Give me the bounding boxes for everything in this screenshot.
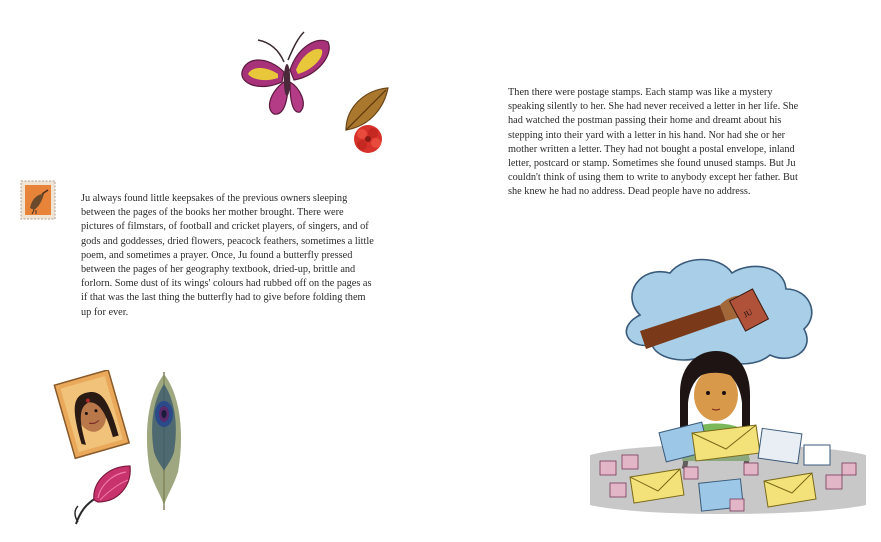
red-flower-icon xyxy=(350,122,386,156)
right-page-paragraph: Then there were postage stamps. Each stamp was like a mystery speaking silently to her. She had never received a letter in her life. She had watched the postman passing their home and dreamt about his stepping into their yard with a letter in his hand. Nor had she or her mother written a letter. They had not bought a postal envelope, inland letter, postcard or stamp. Sometimes she found unused stamps. But Ju couldn't think of using them to write to anybody except her father. But she knew he had no address. Dead people have no address. xyxy=(508,87,799,198)
right-page xyxy=(440,0,881,542)
girl-with-letters-illustration xyxy=(580,255,870,525)
butterfly-icon xyxy=(238,28,334,118)
filmstar-picture-icon xyxy=(52,370,132,460)
pink-flower-icon xyxy=(68,460,138,530)
envelope-text: JU xyxy=(741,307,754,320)
left-page xyxy=(0,0,440,542)
peacock-feather-icon xyxy=(140,368,188,514)
bird-stamp-icon xyxy=(20,180,56,220)
left-page-paragraph: Ju always found little keepsakes of the previous owners sleeping between the pages of the books her mother brought. There were pictures of filmstars, of football and cricket players, of singers, and of gods and goddesses, dried flowers, peacock feathers, sometimes a little poem, and sometimes a prayer. Once, Ju found a butterfly pressed between the pages of her geography textbook, dried-up, brittle and forlorn. Some dust of its wings' colours had rubbed off on the pages as if that was the last thing the butterfly had to give before folding them up for ever. xyxy=(81,193,374,318)
